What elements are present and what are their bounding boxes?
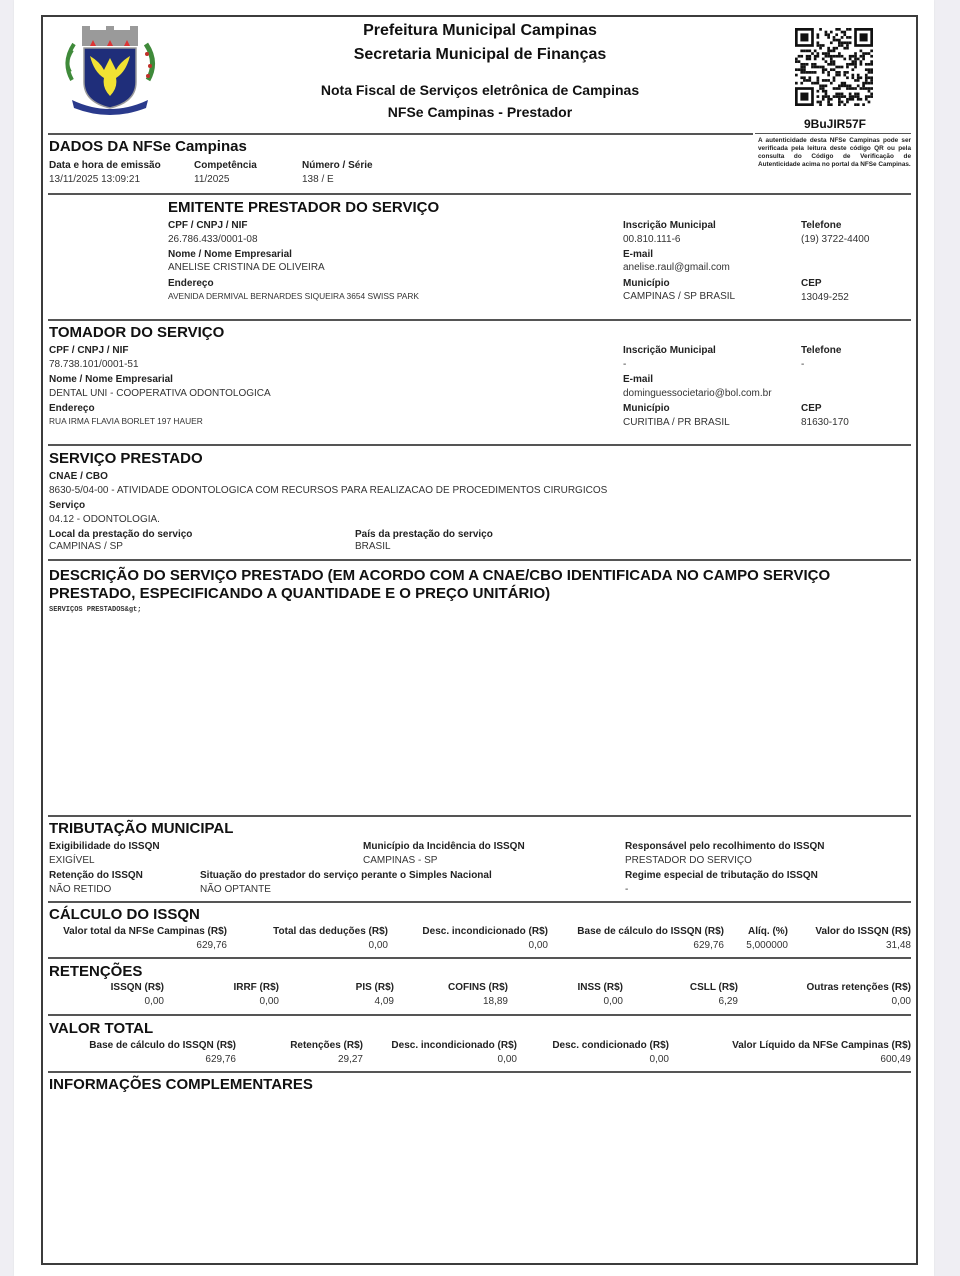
label-emitente-municipio: Município xyxy=(623,278,670,289)
section-title-calculo: CÁLCULO DO ISSQN xyxy=(49,906,200,923)
label-local-prestacao: Local da prestação do serviço xyxy=(49,529,193,540)
pais-prestacao: BRASIL xyxy=(355,541,391,552)
label-emitente-telefone: Telefone xyxy=(801,220,842,231)
municipio-incidencia: CAMPINAS - SP xyxy=(363,855,438,866)
cnae: 8630-5/04-00 - ATIVIDADE ODONTOLOGICA COM RECURSOS PARA REALIZACAO DE PROCEDIMENTOS CIRURGICOS xyxy=(49,485,608,496)
vt-retencoes: 29,27 xyxy=(337,1054,363,1065)
simples-nacional: NÃO OPTANTE xyxy=(200,884,271,895)
divider xyxy=(48,815,911,817)
tomador-cpf: 78.738.101/0001-51 xyxy=(49,359,139,370)
section-title-valor-total: VALOR TOTAL xyxy=(49,1020,154,1037)
ret-cofins: 18,89 xyxy=(482,996,508,1007)
retencao-issqn: NÃO RETIDO xyxy=(49,884,112,895)
label-vt-desc-incondicionado: Desc. incondicionado (R$) xyxy=(391,1040,517,1051)
divider xyxy=(48,319,911,321)
divider xyxy=(48,133,753,135)
label-servico: Serviço xyxy=(49,500,86,511)
label-valor-liquido: Valor Líquido da NFSe Campinas (R$) xyxy=(732,1040,911,1051)
section-title-retencoes: RETENÇÕES xyxy=(49,963,143,980)
verification-code: 9BuJIR57F xyxy=(803,117,867,131)
valor-total-nfse: 629,76 xyxy=(196,940,227,951)
section-title-tributacao: TRIBUTAÇÃO MUNICIPAL xyxy=(49,820,234,837)
numero-serie: 138 / E xyxy=(302,174,334,185)
responsavel-recolhimento: PRESTADOR DO SERVIÇO xyxy=(625,855,752,866)
divider xyxy=(48,193,911,195)
label-aliquota: Alíq. (%) xyxy=(748,926,788,937)
label-emitente-email: E-mail xyxy=(623,249,654,260)
divider xyxy=(48,1071,911,1073)
valor-liquido: 600,49 xyxy=(880,1054,911,1065)
emitente-email: anelise.raul@gmail.com xyxy=(623,262,730,273)
tomador-telefone: - xyxy=(801,359,805,370)
label-tomador-cep: CEP xyxy=(801,403,822,414)
emitente-cep: 13049-252 xyxy=(801,292,849,303)
vt-desc-condicionado: 0,00 xyxy=(649,1054,669,1065)
tomador-email: dominguessocietario@bol.com.br xyxy=(623,388,772,399)
tomador-nome: DENTAL UNI - COOPERATIVA ODONTOLOGICA xyxy=(49,388,271,399)
label-ret-outras: Outras retenções (R$) xyxy=(806,982,911,993)
service-description: SERVIÇOS PRESTADOS&gt; xyxy=(49,606,142,614)
emitente-cpf: 26.786.433/0001-08 xyxy=(168,234,258,245)
base-calculo: 629,76 xyxy=(693,940,724,951)
label-tomador-email: E-mail xyxy=(623,374,654,385)
competencia: 11/2025 xyxy=(194,174,230,185)
label-total-deducoes: Total das deduções (R$) xyxy=(273,926,388,937)
total-deducoes: 0,00 xyxy=(368,940,388,951)
label-base-calculo: Base de cálculo do ISSQN (R$) xyxy=(577,926,724,937)
label-tomador-cpf: CPF / CNPJ / NIF xyxy=(49,345,129,356)
vt-base-calculo: 629,76 xyxy=(205,1054,236,1065)
qr-code-icon[interactable] xyxy=(795,28,873,106)
label-tomador-im: Inscrição Municipal xyxy=(623,345,716,356)
section-title-tomador: TOMADOR DO SERVIÇO xyxy=(49,324,225,341)
header-document-type: Nota Fiscal de Serviços eletrônica de Campinas xyxy=(320,82,640,98)
label-emitente-cep: CEP xyxy=(801,278,822,289)
tomador-cep: 81630-170 xyxy=(801,417,849,428)
ret-outras: 0,00 xyxy=(891,996,911,1007)
ret-pis: 4,09 xyxy=(374,996,394,1007)
emitente-telefone: (19) 3722-4400 xyxy=(801,234,870,245)
label-competencia: Competência xyxy=(194,160,257,171)
section-title-descricao-1: DESCRIÇÃO DO SERVIÇO PRESTADO (EM ACORDO COM A CNAE/CBO IDENTIFICADA NO CAMPO SERVIÇO xyxy=(49,567,831,584)
label-valor-issqn: Valor do ISSQN (R$) xyxy=(815,926,911,937)
label-ret-inss: INSS (R$) xyxy=(577,982,623,993)
divider xyxy=(48,957,911,959)
label-emitente-im: Inscrição Municipal xyxy=(623,220,716,231)
tomador-im: - xyxy=(623,359,627,370)
label-ret-issqn: ISSQN (R$) xyxy=(110,982,164,993)
campinas-coat-of-arms-icon xyxy=(60,22,160,120)
divider xyxy=(755,133,911,134)
label-ret-irrf: IRRF (R$) xyxy=(233,982,279,993)
label-emission-date: Data e hora de emissão xyxy=(49,160,161,171)
divider xyxy=(48,559,911,561)
vt-desc-incondicionado: 0,00 xyxy=(497,1054,517,1065)
label-retencao-issqn: Retenção do ISSQN xyxy=(49,870,143,881)
label-ret-csll: CSLL (R$) xyxy=(689,982,738,993)
tomador-endereco: RUA IRMA FLAVIA BORLET 197 HAUER xyxy=(49,416,203,426)
header-document-subtitle: NFSe Campinas - Prestador xyxy=(387,104,573,120)
ret-irrf: 0,00 xyxy=(259,996,279,1007)
label-valor-total-nfse: Valor total da NFSe Campinas (R$) xyxy=(63,926,227,937)
ret-issqn: 0,00 xyxy=(144,996,164,1007)
label-tomador-municipio: Município xyxy=(623,403,670,414)
regime-especial: - xyxy=(625,884,629,895)
divider xyxy=(48,1014,911,1016)
emission-date: 13/11/2025 13:09:21 xyxy=(49,174,141,185)
ret-inss: 0,00 xyxy=(603,996,623,1007)
label-vt-base-calculo: Base de cálculo do ISSQN (R$) xyxy=(89,1040,236,1051)
desc-incondicionado: 0,00 xyxy=(528,940,548,951)
label-municipio-incidencia: Município da Incidência do ISSQN xyxy=(363,841,525,852)
section-title-informacoes: INFORMAÇÕES COMPLEMENTARES xyxy=(49,1076,313,1093)
label-emitente-cpf: CPF / CNPJ / NIF xyxy=(168,220,248,231)
tomador-municipio: CURITIBA / PR BRASIL xyxy=(623,417,730,428)
authenticity-note: A autenticidade desta NFSe Campinas pode ser verificada pela leitura deste código QR ou pela consulta do Código de Verificação de Autenticidade acima no portal da NFSe Campinas. xyxy=(758,137,911,168)
label-pais-prestacao: País da prestação do serviço xyxy=(355,529,493,540)
label-tomador-telefone: Telefone xyxy=(801,345,842,356)
divider xyxy=(48,444,911,446)
header-secretariat: Secretaria Municipal de Finanças xyxy=(353,46,607,63)
label-regime-especial: Regime especial de tributação do ISSQN xyxy=(625,870,818,881)
divider xyxy=(48,901,911,903)
label-emitente-endereco: Endereço xyxy=(168,278,214,289)
label-vt-retencoes: Retenções (R$) xyxy=(290,1040,363,1051)
label-exigibilidade: Exigibilidade do ISSQN xyxy=(49,841,160,852)
exigibilidade: EXIGÍVEL xyxy=(49,855,95,866)
section-title-dados: DADOS DA NFSe Campinas xyxy=(49,138,247,155)
header-municipality: Prefeitura Municipal Campinas xyxy=(363,22,597,39)
servico: 04.12 - ODONTOLOGIA. xyxy=(49,514,160,525)
local-prestacao: CAMPINAS / SP xyxy=(49,541,123,552)
label-simples-nacional: Situação do prestador do serviço perante o Simples Nacional xyxy=(200,870,492,881)
label-ret-cofins: COFINS (R$) xyxy=(448,982,508,993)
label-ret-pis: PIS (R$) xyxy=(355,982,394,993)
label-cnae: CNAE / CBO xyxy=(49,471,108,482)
label-vt-desc-condicionado: Desc. condicionado (R$) xyxy=(552,1040,669,1051)
label-tomador-nome: Nome / Nome Empresarial xyxy=(49,374,173,385)
label-numero-serie: Número / Série xyxy=(302,160,373,171)
label-responsavel-recolhimento: Responsável pelo recolhimento do ISSQN xyxy=(625,841,825,852)
label-desc-incondicionado: Desc. incondicionado (R$) xyxy=(422,926,548,937)
emitente-nome: ANELISE CRISTINA DE OLIVEIRA xyxy=(168,262,325,273)
label-emitente-nome: Nome / Nome Empresarial xyxy=(168,249,292,260)
section-title-emitente: EMITENTE PRESTADOR DO SERVIÇO xyxy=(168,199,440,216)
section-title-servico: SERVIÇO PRESTADO xyxy=(49,450,203,467)
emitente-municipio: CAMPINAS / SP BRASIL xyxy=(623,291,736,302)
label-tomador-endereco: Endereço xyxy=(49,403,95,414)
emitente-endereco: AVENIDA DERMIVAL BERNARDES SIQUEIRA 3654 SWISS PARK xyxy=(168,291,420,301)
emitente-im: 00.810.111-6 xyxy=(623,234,681,245)
ret-csll: 6,29 xyxy=(718,996,738,1007)
aliquota: 5,000000 xyxy=(746,940,788,951)
section-title-descricao-2: PRESTADO, ESPECIFICANDO A QUANTIDADE E O PREÇO UNITÁRIO) xyxy=(49,585,551,602)
valor-issqn: 31,48 xyxy=(885,940,911,951)
